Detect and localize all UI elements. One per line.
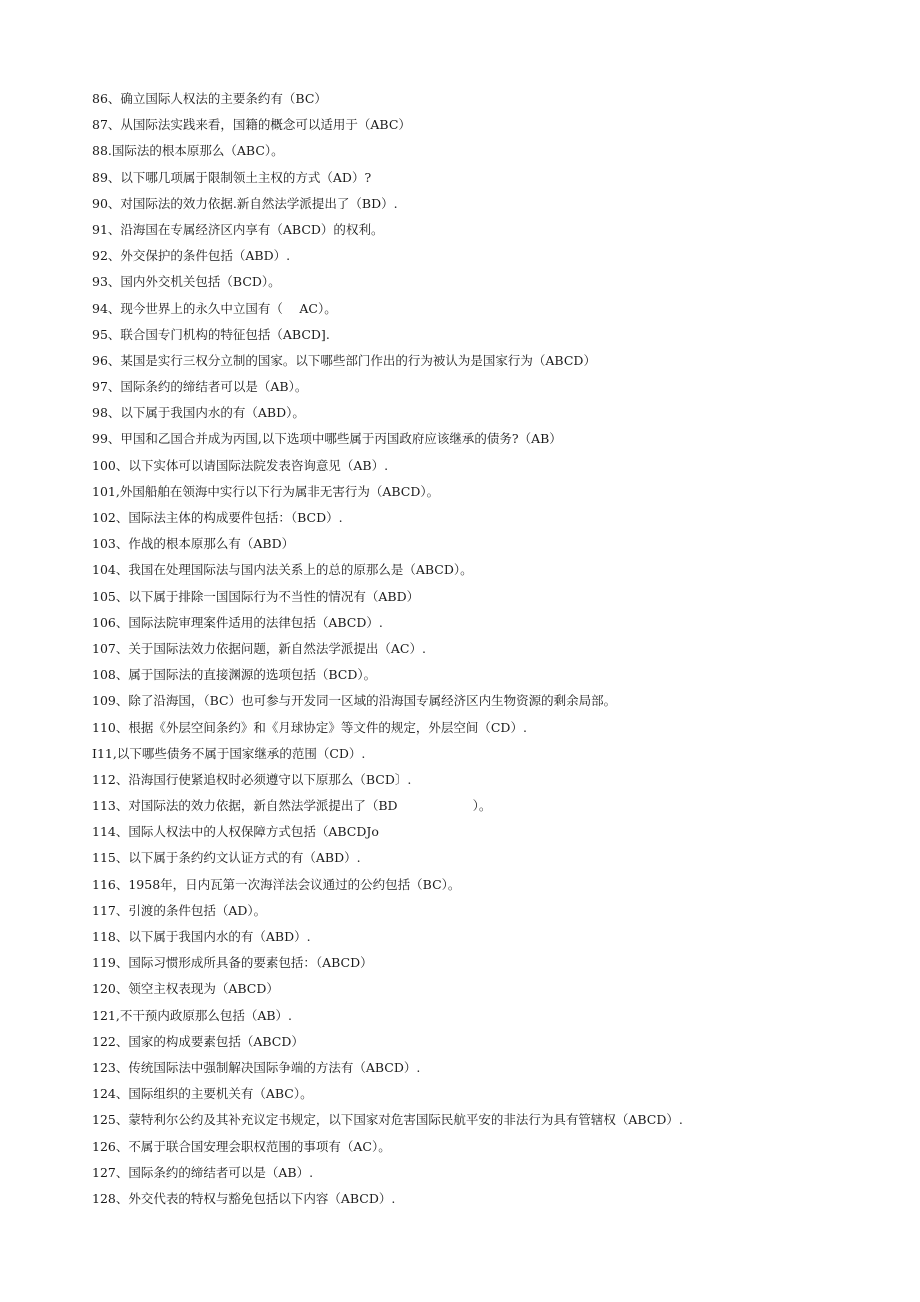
question-item: 119、国际习惯形成所具备的要素包括：（ABCD）	[92, 955, 373, 971]
question-item: 122、国家的构成要素包括（ABCD）	[92, 1033, 304, 1049]
question-item: 109、除了沿海国，（BC）也可参与开发同一区域的沿海国专属经济区内生物资源的剩余局部。	[92, 693, 617, 709]
question-item: 127、国际条约的缔结者可以是（AB）.	[92, 1164, 314, 1180]
question-item: 100、以下实体可以请国际法院发表咨询意见（AB）.	[92, 457, 389, 473]
question-item: 128、外交代表的特权与豁免包括以下内容（ABCD）.	[92, 1190, 396, 1206]
question-item: 117、引渡的条件包括（AD）。	[92, 902, 267, 918]
question-item: 113、对国际法的效力依据，新自然法学派提出了（BD ）。	[92, 798, 492, 814]
question-item: 95、联合国专门机构的特征包括（ABCD].	[92, 326, 330, 342]
question-item: 108、属于国际法的直接渊源的选项包括（BCD）。	[92, 667, 377, 683]
question-item: 121,不干预内政原那么包括（AB）.	[92, 1007, 293, 1023]
question-item: 94、现今世界上的永久中立国有（ AC）。	[92, 300, 337, 316]
question-item: 87、从国际法实践来看，国籍的概念可以适用于（ABC）	[92, 117, 411, 133]
question-item: 99、甲国和乙国合并成为丙国,以下选项中哪些属于丙国政府应该继承的债务?（AB）	[92, 431, 562, 447]
question-item: 86、确立国际人权法的主要条约有（BC）	[92, 91, 327, 106]
question-list	[92, 86, 892, 1212]
question-item: 107、关于国际法效力依据问题，新自然法学派提出（AC）.	[92, 640, 426, 656]
question-item: 92、外交保护的条件包括（ABD）.	[92, 248, 291, 264]
question-item: 120、领空主权表现为（ABCD）	[92, 981, 279, 997]
question-item: 125、蒙特利尔公约及其补充议定书规定，以下国家对危害国际民航平安的非法行为具有管辖权（ABCD）.	[92, 1112, 683, 1128]
question-item: 88.国际法的根本原那么（ABC）。	[92, 143, 284, 159]
question-item: 91、沿海国在专属经济区内享有（ABCD）的权利。	[92, 221, 384, 237]
question-item: 98、以下属于我国内水的有（ABD）。	[92, 405, 305, 421]
question-item: 115、以下属于条约约文认证方式的有（ABD）.	[92, 850, 361, 866]
question-item: I11,以下哪些债务不属于国家继承的范围（CD）.	[92, 745, 366, 761]
question-item: 126、不属于联合国安理会职权范围的事项有（AC）。	[92, 1138, 391, 1154]
question-item: 93、国内外交机关包括（BCD）。	[92, 274, 281, 290]
question-item: 118、以下属于我国内水的有（ABD）.	[92, 929, 311, 944]
question-item: 105、以下属于排除一国国际行为不当性的情况有（ABD）	[92, 588, 420, 604]
question-item: 106、国际法院审理案件适用的法律包括（ABCD）.	[92, 614, 383, 630]
question-item: 101,外国船舶在领海中实行以下行为属非无害行为（ABCD）。	[92, 483, 440, 499]
question-item: 114、国际人权法中的人权保障方式包括（ABCDJo	[92, 824, 379, 840]
question-item: 103、作战的根本原那么有（ABD）	[92, 536, 295, 552]
question-item: 89、以下哪几项属于限制领土主权的方式（AD）?	[92, 169, 372, 185]
question-item: 112、沿海国行使紧追权时必须遵守以下原那么（BCD〕.	[92, 771, 412, 787]
question-item: 97、国际条约的缔结者可以是（AB）。	[92, 379, 308, 395]
question-item: 102、国际法主体的构成要件包括：（BCD）.	[92, 510, 343, 525]
question-item: 96、某国是实行三权分立制的国家。以下哪些部门作出的行为被认为是国家行为（ABCD）	[92, 352, 596, 368]
question-item: 104、我国在处理国际法与国内法关系上的总的原那么是（ABCD）。	[92, 562, 473, 578]
question-item: 123、传统国际法中强制解决国际争端的方法有（ABCD）.	[92, 1059, 421, 1075]
question-item: 124、国际组织的主要机关有（ABC）。	[92, 1086, 313, 1102]
question-item: 110、根据《外层空间条约》和《月球协定》等文件的规定，外层空间（CD）.	[92, 719, 527, 735]
question-item: 116、1958年，日内瓦第一次海洋法会议通过的公约包括（BC）。	[92, 876, 461, 892]
question-item: 90、对国际法的效力依据.新自然法学派提出了（BD）.	[92, 195, 398, 211]
